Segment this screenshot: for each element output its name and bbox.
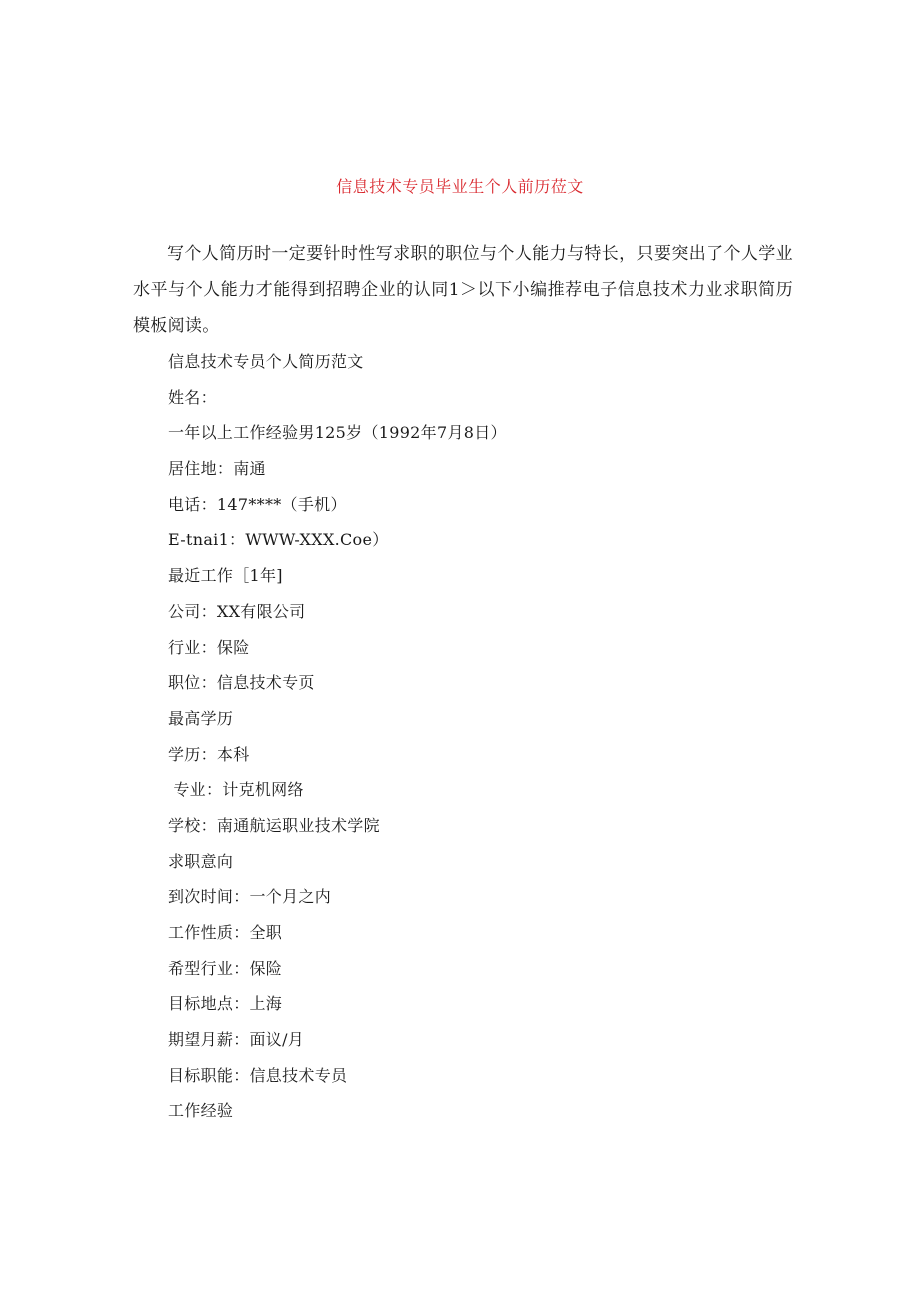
resume-line: 期望月薪：面议/月 bbox=[168, 1030, 305, 1050]
resume-line: 专业：计克机网络 bbox=[168, 780, 304, 800]
resume-line: 学历：本科 bbox=[168, 744, 250, 764]
resume-line: 信息技术专员个人简历范文 bbox=[168, 352, 364, 371]
resume-line: 目标地点：上海 bbox=[168, 994, 283, 1014]
resume-line: 到次时间：一个月之内 bbox=[168, 887, 332, 907]
resume-line: 希型行业：保险 bbox=[168, 958, 283, 978]
resume-line: 目标职能：信息技术专员 bbox=[168, 1065, 348, 1085]
resume-line: 工作经验 bbox=[168, 1101, 234, 1121]
resume-line: 一年以上工作经验男125岁（1992年7月8日） bbox=[168, 423, 507, 443]
resume-line: 职位：信息技术专页 bbox=[168, 673, 315, 693]
resume-line: 电话：147****（手机） bbox=[168, 494, 347, 514]
resume-line: 最高学历 bbox=[168, 708, 234, 728]
resume-line: 最近工作［1年] bbox=[168, 566, 283, 586]
resume-line: 工作性质：全职 bbox=[168, 923, 283, 942]
intro-paragraph: 写个人简历时一定要针时性写求职的职位与个人能力与特长，只要突出了个人学业水平与个人能力才能得到招聘企业的认同1＞以下小编推荐电子信息技术力业求职简历模板阅读。 bbox=[133, 244, 793, 336]
resume-line: 公司：XX有限公司 bbox=[168, 601, 306, 621]
resume-line: 居住地：南通 bbox=[168, 459, 266, 479]
resume-line: 学校：南通航运职业技术学院 bbox=[168, 815, 380, 835]
resume-lines bbox=[168, 344, 808, 1129]
resume-line: 求职意向 bbox=[168, 851, 234, 871]
document-title: 信息技术专员毕业生个人前历莅文 bbox=[336, 177, 584, 196]
resume-line: 行业：保险 bbox=[168, 637, 250, 657]
resume-line: 姓名： bbox=[168, 387, 217, 407]
resume-line: E-tnai1：WWW-XXX.Coe） bbox=[168, 530, 389, 550]
